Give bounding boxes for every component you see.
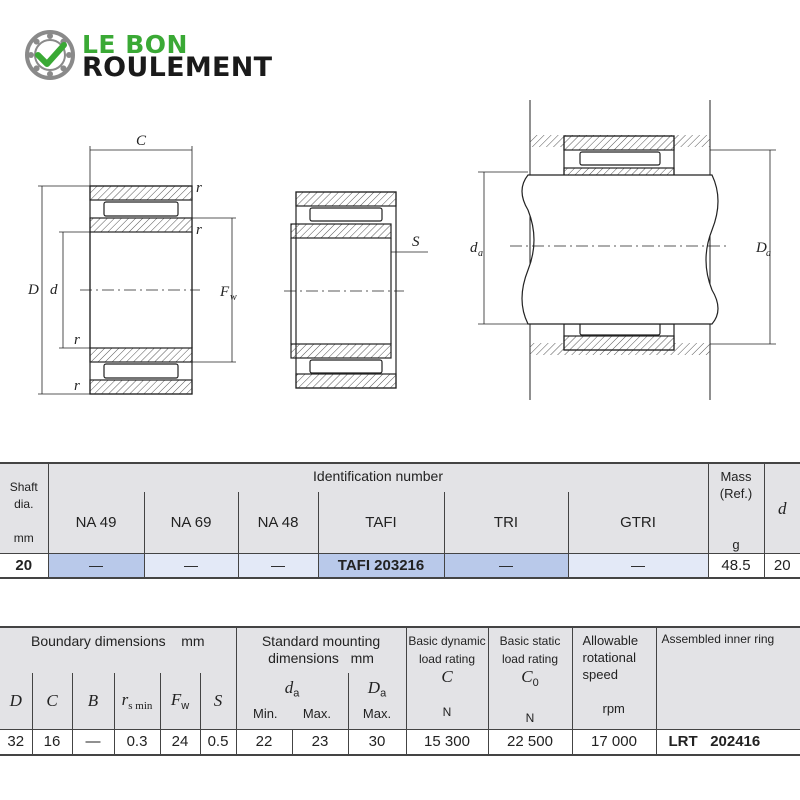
row-tri: —: [444, 554, 568, 578]
mounting-unit: mm: [350, 650, 374, 666]
shaft-unit: mm: [13, 531, 34, 545]
val-static: 22 500: [488, 729, 572, 755]
val-da-max: 23: [292, 729, 348, 755]
static-header2: load rating: [501, 652, 559, 666]
label-r1: r: [196, 180, 202, 196]
label-d: d: [50, 282, 58, 298]
col-gtri: GTRI: [568, 492, 708, 553]
row-d: 20: [764, 554, 800, 578]
row-shaft: 20: [15, 556, 33, 574]
mounting-header2: dimensions: [268, 650, 339, 666]
speed-header: Allowable: [582, 633, 639, 648]
label-da: d: [470, 240, 478, 256]
col-na49: NA 49: [48, 492, 144, 553]
table-row: [0, 729, 800, 755]
label-r3: r: [74, 332, 80, 348]
speed-unit: rpm: [602, 701, 625, 716]
dimensions-table: [0, 626, 800, 756]
min-label: Min.: [252, 705, 278, 721]
label-Fw-sub: w: [230, 292, 237, 303]
dynamic-unit: N: [442, 705, 452, 719]
dynamic-header: Basic dynamic: [408, 634, 486, 648]
identification-header: Identification number: [48, 463, 708, 492]
row-na69: —: [144, 554, 238, 578]
col-tri: TRI: [444, 492, 568, 553]
d-header: d: [778, 498, 787, 518]
label-C: C: [136, 133, 147, 149]
val-da-min: 22: [236, 729, 292, 755]
speed-header2: rotational: [582, 650, 636, 665]
mass-header: Mass: [720, 469, 752, 484]
inner-ring-header: Assembled inner ring: [656, 627, 800, 729]
row-mass: 48.5: [708, 554, 764, 578]
speed-header3: speed: [582, 667, 618, 682]
label-da-sub: a: [478, 248, 483, 259]
bearing-drawing: [0, 95, 800, 415]
da-sub: a: [293, 687, 300, 700]
sym-D: D: [9, 690, 22, 710]
static-symbol: C: [521, 667, 533, 686]
col-na69: NA 69: [144, 492, 238, 553]
dynamic-symbol: C: [441, 667, 453, 686]
label-Da-sub: a: [766, 248, 771, 259]
boundary-header: Boundary dimensions: [30, 633, 166, 649]
logo-icon: [24, 29, 76, 81]
logo-line2: ROULEMENT: [82, 52, 273, 83]
label-Da: D: [756, 240, 767, 256]
sym-F-sub: w: [181, 699, 190, 712]
label-D: D: [28, 282, 39, 298]
val-Fw: 24: [160, 729, 200, 755]
dynamic-header2: load rating: [418, 652, 476, 666]
val-r: 0.3: [114, 729, 160, 755]
row-tafi: TAFI 203216: [318, 554, 444, 578]
Da-max: Max.: [362, 705, 392, 721]
static-header: Basic static: [499, 634, 561, 648]
sym-F: F: [170, 689, 182, 709]
val-D: 32: [7, 733, 25, 751]
mass-unit: g: [732, 537, 740, 552]
static-sub: 0: [532, 676, 539, 689]
val-B: —: [72, 729, 114, 755]
label-r2: r: [196, 222, 202, 238]
Da-sub: a: [380, 687, 387, 700]
col-na48: NA 48: [238, 492, 318, 553]
val-Da-max: 30: [348, 729, 406, 755]
val-S: 0.5: [200, 729, 236, 755]
sym-C: C: [46, 690, 58, 710]
row-gtri: —: [568, 554, 708, 578]
sym-B: B: [87, 690, 99, 710]
identification-table: [0, 462, 800, 579]
boundary-unit: mm: [181, 633, 205, 649]
sym-r: r: [121, 689, 129, 709]
val-dynamic: 15 300: [406, 729, 488, 755]
label-Fw: F: [220, 284, 230, 300]
row-na48: —: [238, 554, 318, 578]
mounting-header: Standard mounting: [261, 633, 381, 649]
sym-r-sub: s min: [128, 699, 153, 712]
col-tafi: TAFI: [318, 492, 444, 553]
val-ring-code: 202416: [710, 733, 761, 751]
shaft-header: Shaft: [9, 480, 38, 494]
sym-S: S: [213, 690, 223, 710]
label-S: S: [412, 234, 420, 250]
shaft-dia: dia.: [14, 497, 34, 511]
table-row: [0, 554, 800, 578]
logo-line1: LE BON: [82, 30, 188, 59]
val-ring-prefix: LRT: [668, 733, 698, 751]
static-unit: N: [525, 710, 535, 725]
val-C: 16: [32, 729, 72, 755]
val-speed: 17 000: [572, 729, 656, 755]
mass-ref: (Ref.): [719, 486, 753, 501]
max-label: Max.: [302, 705, 332, 721]
da-sym: d: [284, 677, 294, 697]
Da-sym: D: [367, 677, 381, 697]
row-na49: —: [48, 554, 144, 578]
label-r4: r: [74, 378, 80, 394]
